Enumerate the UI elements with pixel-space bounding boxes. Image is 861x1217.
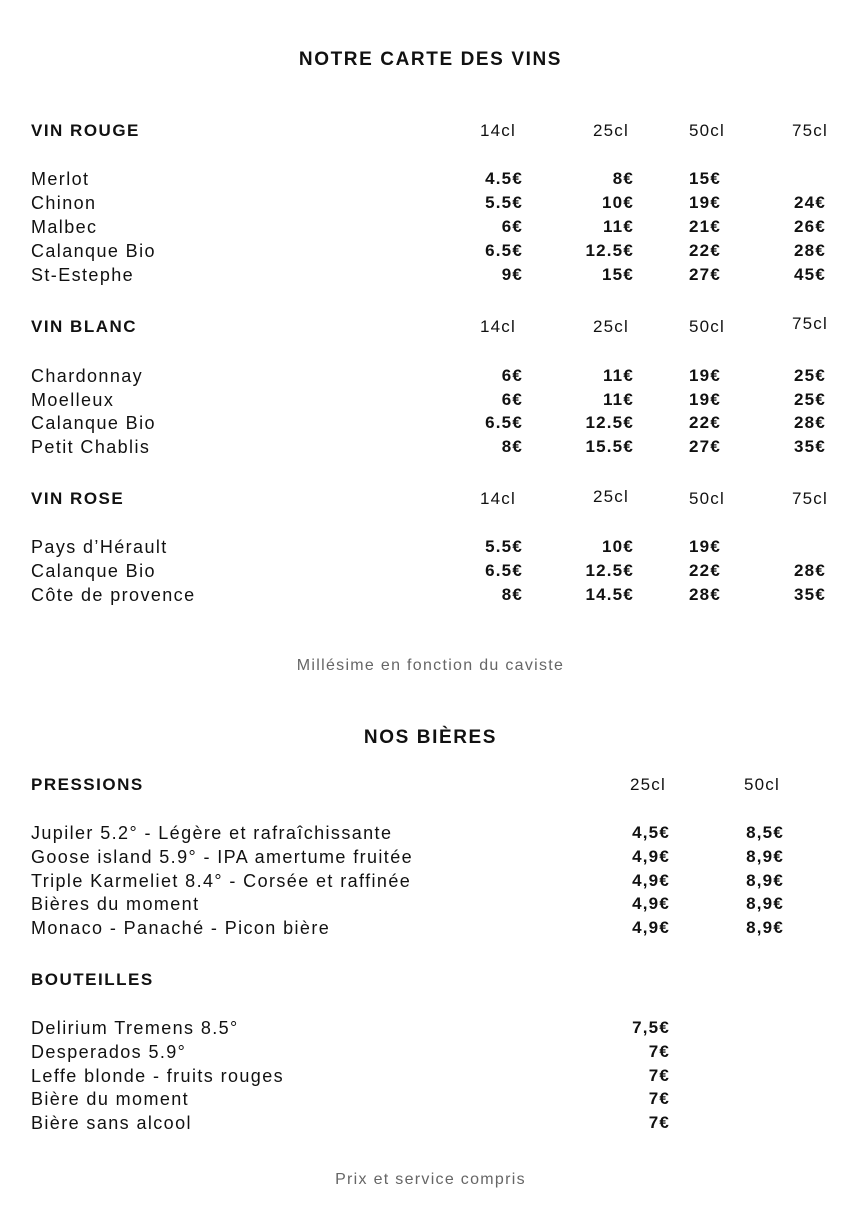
column-header-25cl: 25cl <box>593 487 629 506</box>
price-14cl: 8€ <box>501 437 523 456</box>
wine-item-name: Chinon <box>31 193 97 213</box>
price-50cl: 8,9€ <box>746 918 784 937</box>
price-25cl: 10€ <box>602 193 634 212</box>
wine-item-name: Calanque Bio <box>31 561 156 581</box>
price-14cl: 6.5€ <box>485 241 523 260</box>
wine-item-name: Malbec <box>31 217 98 237</box>
price-75cl: 25€ <box>794 390 826 409</box>
wine-item-name: Pays d’Hérault <box>31 537 168 557</box>
price-50cl: 27€ <box>689 265 721 284</box>
wine-item-name: Chardonnay <box>31 366 144 386</box>
price-50cl: 27€ <box>689 437 721 456</box>
column-header-50cl: 50cl <box>689 317 725 336</box>
column-header-25cl: 25cl <box>630 775 666 794</box>
section-heading-vin-rouge: VIN ROUGE <box>31 121 140 140</box>
price-bottle: 7€ <box>648 1042 670 1061</box>
price-50cl: 22€ <box>689 413 721 432</box>
price-14cl: 6.5€ <box>485 561 523 580</box>
price-25cl: 4,5€ <box>632 823 670 842</box>
price-25cl: 11€ <box>602 366 634 385</box>
price-14cl: 8€ <box>501 585 523 604</box>
price-25cl: 12.5€ <box>585 561 634 580</box>
price-bottle: 7€ <box>648 1113 670 1132</box>
price-14cl: 4.5€ <box>485 169 523 188</box>
price-25cl: 11€ <box>602 390 634 409</box>
beer-title: NOS BIÈRES <box>363 727 498 748</box>
section-heading-pressions: PRESSIONS <box>31 775 144 794</box>
price-50cl: 8,9€ <box>746 871 784 890</box>
wine-item-name: Calanque Bio <box>31 413 156 433</box>
price-25cl: 12.5€ <box>585 413 634 432</box>
beer-item-name: Jupiler 5.2° - Légère et rafraîchissante <box>31 823 393 843</box>
column-header-14cl: 14cl <box>480 489 516 508</box>
price-25cl: 4,9€ <box>632 918 670 937</box>
price-14cl: 6€ <box>501 366 523 385</box>
wine-item-name: Calanque Bio <box>31 241 156 261</box>
price-75cl: 28€ <box>794 561 826 580</box>
price-25cl: 8€ <box>612 169 634 188</box>
section-heading-vin-rose: VIN ROSE <box>31 489 125 508</box>
price-50cl: 19€ <box>689 390 721 409</box>
price-75cl: 28€ <box>794 241 826 260</box>
column-header-50cl: 50cl <box>689 489 725 508</box>
price-25cl: 15€ <box>602 265 634 284</box>
price-50cl: 8,5€ <box>746 823 784 842</box>
column-header-50cl: 50cl <box>744 775 780 794</box>
price-14cl: 5.5€ <box>485 537 523 556</box>
price-75cl: 35€ <box>794 585 826 604</box>
price-50cl: 8,9€ <box>746 847 784 866</box>
column-header-25cl: 25cl <box>593 317 629 336</box>
section-heading-vin-blanc: VIN BLANC <box>31 317 138 336</box>
price-14cl: 6€ <box>501 217 523 236</box>
column-header-14cl: 14cl <box>480 121 516 140</box>
price-50cl: 19€ <box>689 193 721 212</box>
price-25cl: 14.5€ <box>585 585 634 604</box>
wine-title: NOTRE CARTE DES VINS <box>298 49 563 70</box>
price-25cl: 10€ <box>602 537 634 556</box>
beer-item-name: Triple Karmeliet 8.4° - Corsée et raffinée <box>31 871 412 891</box>
price-50cl: 28€ <box>689 585 721 604</box>
beer-item-name: Leffe blonde - fruits rouges <box>31 1066 285 1086</box>
column-header-75cl: 75cl <box>792 314 828 333</box>
price-bottle: 7,5€ <box>632 1018 670 1037</box>
price-75cl: 35€ <box>794 437 826 456</box>
price-75cl: 25€ <box>794 366 826 385</box>
price-50cl: 19€ <box>689 366 721 385</box>
wine-item-name: Petit Chablis <box>31 437 151 457</box>
column-header-50cl: 50cl <box>689 121 725 140</box>
price-25cl: 11€ <box>602 217 634 236</box>
price-50cl: 19€ <box>689 537 721 556</box>
price-50cl: 15€ <box>689 169 721 188</box>
price-14cl: 6.5€ <box>485 413 523 432</box>
beer-item-name: Bière du moment <box>31 1089 190 1109</box>
price-50cl: 22€ <box>689 561 721 580</box>
wine-item-name: St-Estephe <box>31 265 135 285</box>
wine-item-name: Moelleux <box>31 390 115 410</box>
beer-item-name: Bières du moment <box>31 894 200 914</box>
price-75cl: 26€ <box>794 217 826 236</box>
column-header-75cl: 75cl <box>792 489 828 508</box>
beer-footnote: Prix et service compris <box>335 1171 526 1188</box>
beer-item-name: Desperados 5.9° <box>31 1042 187 1062</box>
column-header-25cl: 25cl <box>593 121 629 140</box>
price-25cl: 4,9€ <box>632 871 670 890</box>
price-75cl: 45€ <box>794 265 826 284</box>
wine-item-name: Côte de provence <box>31 585 196 605</box>
price-14cl: 6€ <box>501 390 523 409</box>
price-50cl: 22€ <box>689 241 721 260</box>
price-bottle: 7€ <box>648 1089 670 1108</box>
column-header-75cl: 75cl <box>792 121 828 140</box>
section-heading-bouteilles: BOUTEILLES <box>31 970 154 989</box>
price-14cl: 5.5€ <box>485 193 523 212</box>
price-14cl: 9€ <box>501 265 523 284</box>
price-50cl: 8,9€ <box>746 894 784 913</box>
wine-footnote: Millésime en fonction du caviste <box>296 657 565 674</box>
price-75cl: 28€ <box>794 413 826 432</box>
price-25cl: 12.5€ <box>585 241 634 260</box>
beer-item-name: Bière sans alcool <box>31 1113 192 1133</box>
price-50cl: 21€ <box>689 217 721 236</box>
price-75cl: 24€ <box>794 193 826 212</box>
wine-item-name: Merlot <box>31 169 90 189</box>
price-25cl: 15.5€ <box>585 437 634 456</box>
beer-item-name: Delirium Tremens 8.5° <box>31 1018 239 1038</box>
beer-item-name: Monaco - Panaché - Picon bière <box>31 918 331 938</box>
price-25cl: 4,9€ <box>632 847 670 866</box>
price-bottle: 7€ <box>648 1066 670 1085</box>
price-25cl: 4,9€ <box>632 894 670 913</box>
beer-item-name: Goose island 5.9° - IPA amertume fruitée <box>31 847 414 867</box>
column-header-14cl: 14cl <box>480 317 516 336</box>
